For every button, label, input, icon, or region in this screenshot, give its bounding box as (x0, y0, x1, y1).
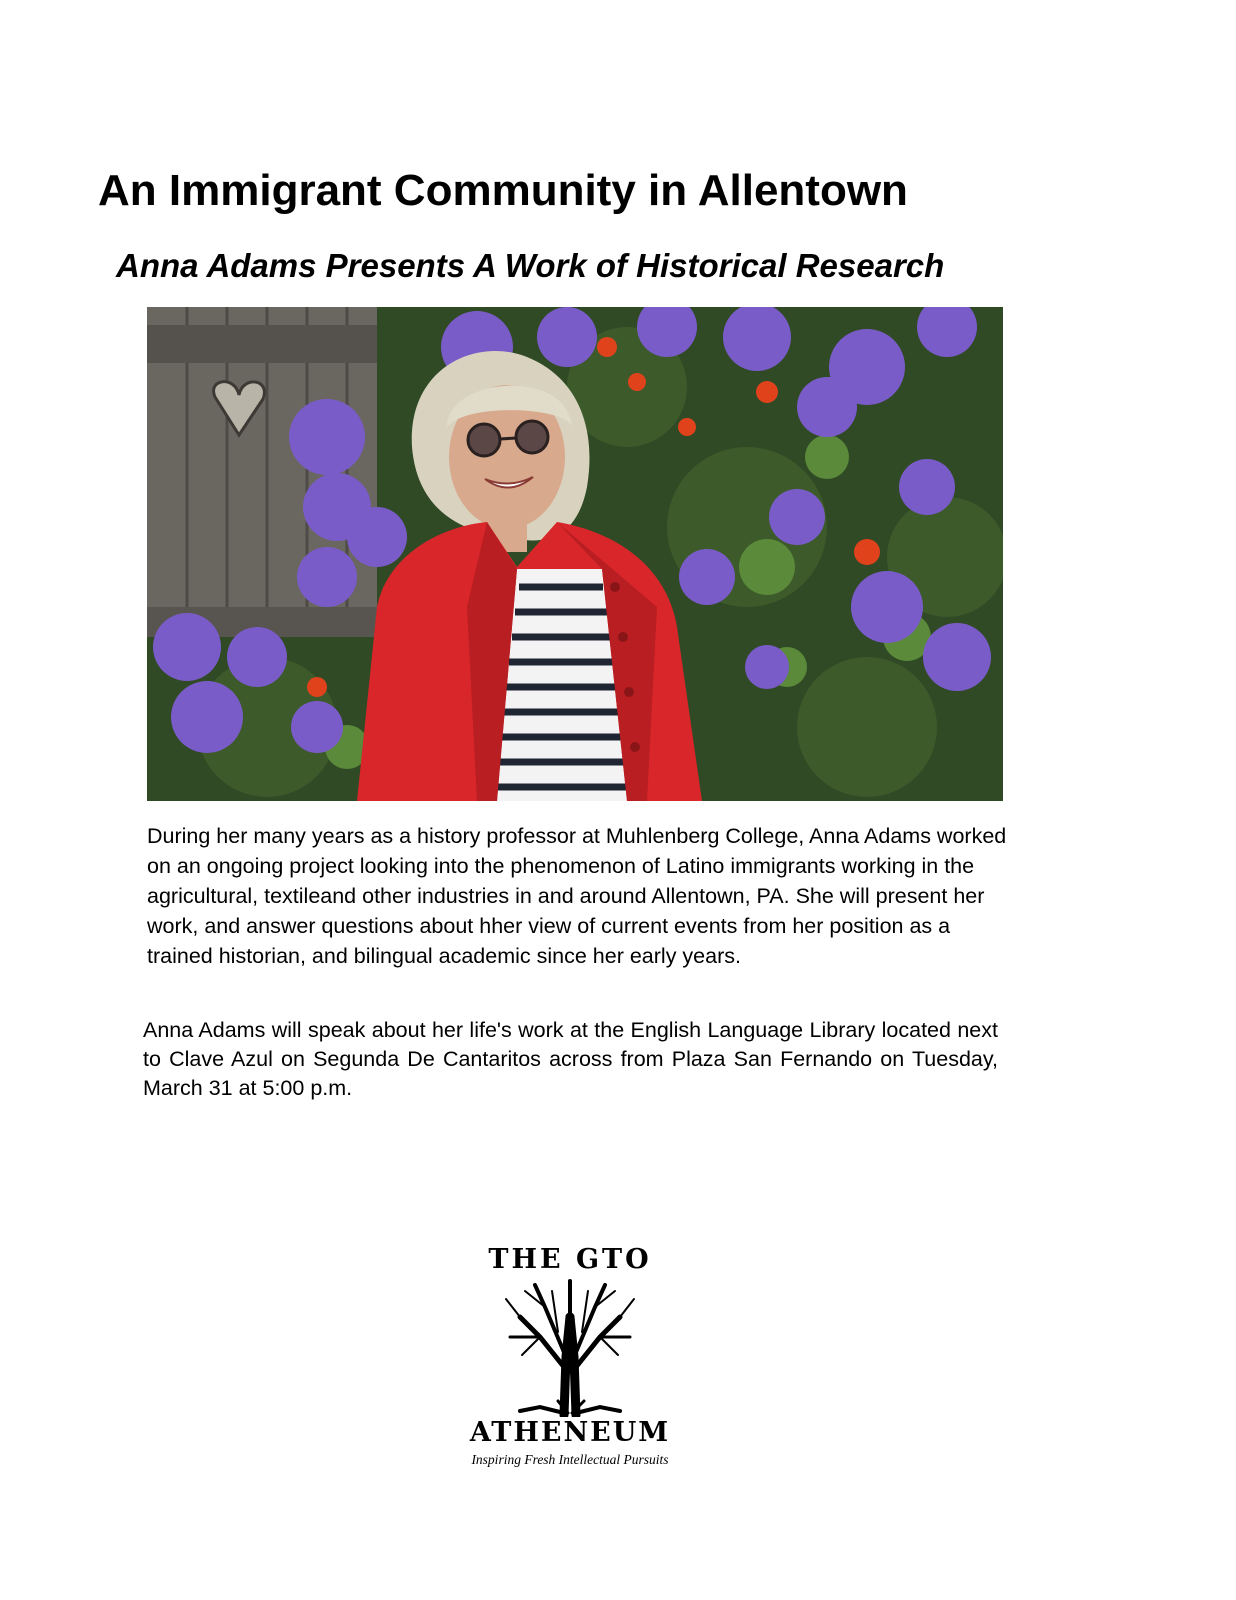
logo-tagline: Inspiring Fresh Intellectual Pursuits (471, 1452, 669, 1467)
page-subtitle: Anna Adams Presents A Work of Historical Research (116, 247, 945, 284)
logo-text-bottom: ATHENEUM (469, 1417, 671, 1448)
speaker-photo (147, 307, 1003, 801)
page-title: An Immigrant Community in Allentown (98, 166, 908, 215)
gto-atheneum-logo (425, 1245, 715, 1475)
logo-text-top: THE GTO (488, 1244, 652, 1275)
event-details-paragraph: Anna Adams will speak about her life's work at the English Language Library located next to Clave Azul on Segunda De Cantaritos across from Plaza San Fernando on Tuesday, March 31 at 5:00 p.m. (143, 1018, 998, 1100)
tree-icon (500, 1277, 640, 1417)
description-paragraph: During her many years as a history professor at Muhlenberg College, Anna Adams worked on an ongoing project looking into the phenomenon of Latino immigrants working in the agricultural, textileand other industries in and around Allentown, PA. She will present her work, and answer questions about hher view of current events from her position as a trained historian, and bilingual academic since her early years. (147, 824, 1007, 968)
